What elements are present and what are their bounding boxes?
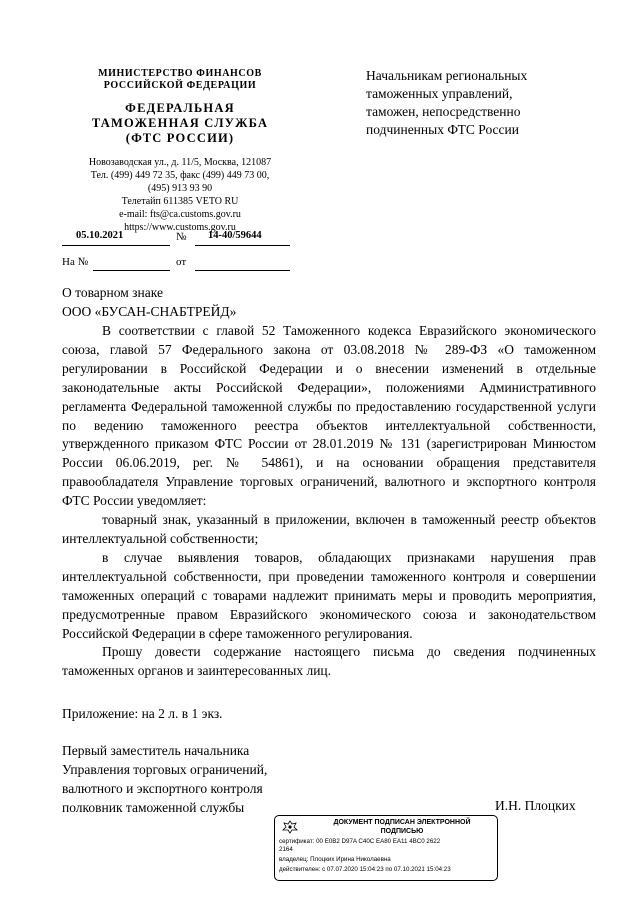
signer-name: И.Н. Плоцких xyxy=(495,798,576,813)
stamp-certificate: сертификат: 00 E0B2 D97A C40C EA80 EA11 4BC0 2622 xyxy=(279,838,441,845)
addressee-line: таможенных управлений, xyxy=(366,86,513,101)
stamp-validity: действителен: с 07.07.2020 15:04:23 по 07.10.2021 15:04:23 xyxy=(279,866,451,873)
addressee xyxy=(366,67,586,139)
stamp-title-line: ПОДПИСЬЮ xyxy=(380,827,424,835)
contact-phone: Тел. (499) 449 72 35, факс (499) 449 73 00, xyxy=(90,170,270,181)
letterhead xyxy=(60,68,300,234)
body-paragraph: Прошу довести содержание настоящего письма до сведения подчиненных таможенных органов и заинтересованных лиц. xyxy=(62,644,596,679)
letter-body xyxy=(62,322,596,681)
attachment-note: Приложение: на 2 л. в 1 экз. xyxy=(62,706,223,721)
subject-line: ООО «БУСАН-СНАБТРЕЙД» xyxy=(62,304,237,319)
reply-to-date-label: от xyxy=(176,256,187,268)
reply-date-underline xyxy=(195,270,290,271)
stamp-certificate-cont: 2164 xyxy=(279,846,293,853)
e-signature-stamp xyxy=(274,815,498,881)
ministry-name xyxy=(60,68,300,92)
addressee-line: таможен, непосредственно xyxy=(366,104,521,119)
signer-position-line: Первый заместитель начальника xyxy=(62,743,250,758)
signer-position-line: валютного и экспортного контроля xyxy=(62,781,263,796)
contact-email[interactable]: e-mail: fts@ca.customs.gov.ru xyxy=(119,209,241,220)
service-line-2: ТАМОЖЕННАЯ СЛУЖБА xyxy=(91,116,269,130)
signer-position-line: полковник таможенной службы xyxy=(62,800,245,815)
stamp-owner: владелец: Плоцких Ирина Николаевна xyxy=(279,856,391,863)
service-name xyxy=(60,101,300,146)
date-underline xyxy=(62,245,170,246)
registration-number: 14-40/59644 xyxy=(208,230,262,241)
contact-website[interactable]: https://www.customs.gov.ru xyxy=(124,222,236,233)
reply-to-number-label: На № xyxy=(62,256,89,268)
contact-teletype: Телетайп 611385 VETO RU xyxy=(121,196,239,207)
addressee-line: подчиненных ФТС России xyxy=(366,122,519,137)
subject-line: О товарном знаке xyxy=(62,285,163,300)
body-paragraph: товарный знак, указанный в приложении, включен в таможенный реестр объектов интеллектуальной собственности; xyxy=(62,512,596,546)
stamp-title-line: ДОКУМЕНТ ПОДПИСАН ЭЛЕКТРОННОЙ xyxy=(333,819,471,826)
signer-position-line: Управления торговых ограничений, xyxy=(62,762,268,777)
letter-subject xyxy=(62,283,236,321)
body-paragraph: В соответствии с главой 52 Таможенного кодекса Евразийского экономического союза, главой 57 Федерального закона от 03.08.2018 № 289-ФЗ «О таможенном регулировании в Российской Федерации и о внесении изменений в отдельные законодательные акты Российской Федерации», положениями Административного регламента Федеральной таможенной службы по предоставлению государственной услуги по ведению таможенного реестра объектов интеллектуальной собственности, утвержденного приказом ФТС России от 28.01.2019 № 131 (зарегистрирован Минюстом России 06.06.2019, рег. № 54861), и на основании обращения представителя правообладателя Управление торговых ограничений, валютного и экспортного контроля ФТС России уведомляет: xyxy=(62,323,596,509)
emblem-icon xyxy=(281,819,299,835)
stamp-title xyxy=(311,819,493,836)
reply-number-underline xyxy=(93,270,170,271)
contact-phone-2: (495) 913 93 90 xyxy=(147,183,213,194)
contact-address: Новозаводская ул., д. 11/5, Москва, 121087 xyxy=(88,157,272,168)
registration-number-sign: № xyxy=(176,231,187,243)
number-underline xyxy=(195,245,290,246)
signer-position xyxy=(62,741,267,817)
service-line-1: ФЕДЕРАЛЬНАЯ xyxy=(125,101,235,115)
service-line-3: (ФТС РОССИИ) xyxy=(125,131,235,145)
contact-info xyxy=(60,156,300,234)
ministry-line-1: МИНИСТЕРСТВО ФИНАНСОВ xyxy=(98,68,262,79)
ministry-line-2: РОССИЙСКОЙ ФЕДЕРАЦИИ xyxy=(103,80,257,91)
body-paragraph: в случае выявления товаров, обладающих признаками нарушения прав интеллектуальной собственности, при проведении таможенного контроля и совершении таможенных операций с товарами надлежит принимать меры и проводить мероприятия, предусмотренные правом Евразийского экономического союза и законодательством Российской Федерации в сфере таможенного регулирования. xyxy=(62,549,596,641)
registration-date: 05.10.2021 xyxy=(76,230,124,241)
addressee-line: Начальникам региональных xyxy=(366,68,528,83)
